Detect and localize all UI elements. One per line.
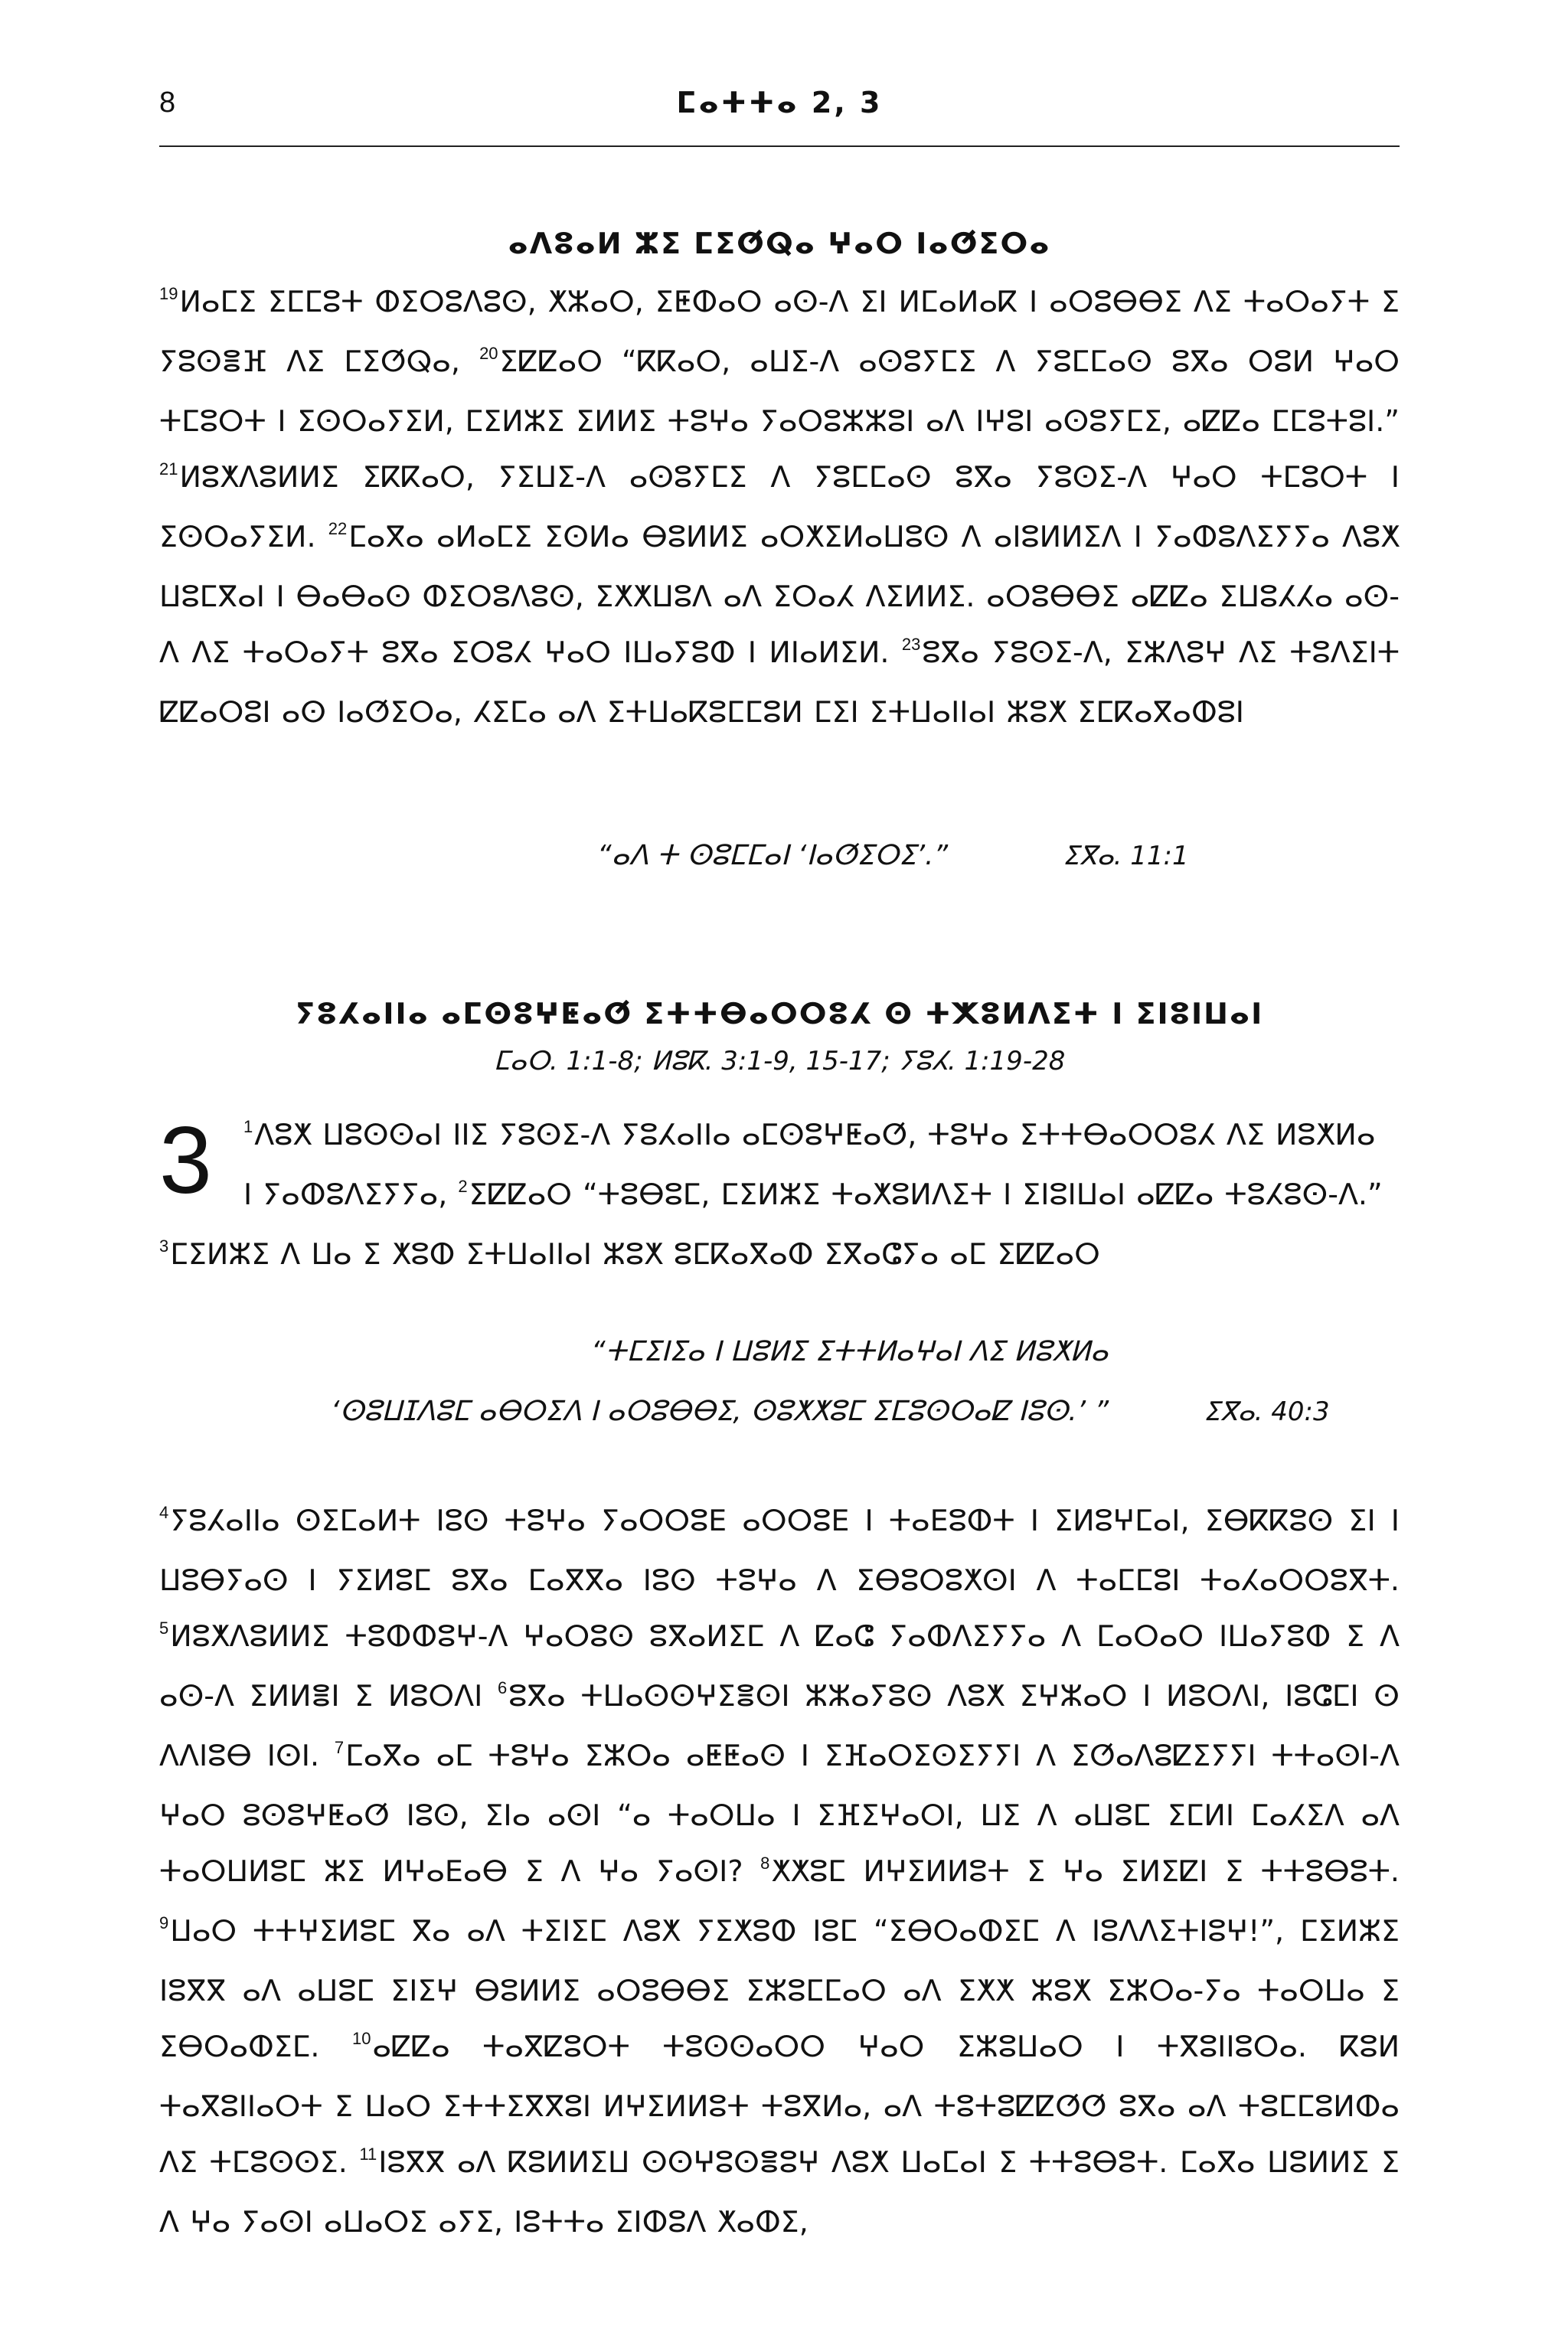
- verse-text: ⵢⵓⵃⴰⵏⵏⴰ ⵙⵉⵎⴰⵍⵜ ⵏⵓⵙ ⵜⵓⵖⴰ ⵢⴰⵔⵔⵓⴹ ⴰⵔⵔⵓⴹ ⵏ ⵜⴰⴹⵓⵀⵜ ⵏ ⵉⵍⵓⵖⵎⴰⵏ, ⵉⴱⴽⴽⵓⵙ ⵉⵏ ⵏ ⵡⵓⴱⵢⴰⵙ ⵏ ⵢⵉⵍⵓⵎ ⵓⴳⴰ ⵎⴰⴳⴳⴰ ⵏⵓⵙ ⵜⵓⵖⴰ ⴷ ⵉⴱⵓⵔⵓⵅⵙⵏ ⴷ ⵜⴰⵎⵎⵓⵏ ⵜⴰⵃⴰⵔⵔⵓⴳⵜ.: [159, 1504, 1400, 1597]
- verse-text: ⵍⵓⵅⴷⵓⵍⵍⵉ ⵜⵓⵀⵀⵓⵖ-ⴷ ⵖⴰⵔⵓⵙ ⵓⴳⴰⵍⵉⵎ ⴷ ⵇⴰⵛ ⵢⴰⵀⴷⵉⵢⵢⴰ ⴷ ⵎⴰⵔⴰⵔ ⵏⵡⴰⵢⵓⵀ ⵉ ⴷ ⴰⵙ-ⴷ ⵉⵍⵍⴻⵏ ⵉ ⵍⵓⵔⴷⵏ: [159, 1619, 1400, 1713]
- running-head: [159, 80, 1400, 126]
- chapter-paragraph: [159, 1107, 1400, 1286]
- verse-text: ⵉⵇⵇⴰⵔ “ⵜⵓⴱⵓⵎ, ⵎⵉⵍⵣⵉ ⵜⴰⵅⵓⵍⴷⵉⵜ ⵏ ⵉⵏⵓⵏⵡⴰⵏ ⴰⵇⵇⴰ ⵜⵓⵃⵓⵙ-ⴷ.”: [469, 1178, 1383, 1211]
- verse-number: 8: [760, 1854, 770, 1873]
- verse-text: ⵓⴳⴰ ⵜⵡⴰⵙⵙⵖⵉⴻⵙⵏ ⵣⵣⴰⵢⵓⵙ ⴷⵓⵅ ⵉⵖⵣⴰⵔ ⵏ ⵍⵓⵔⴷⵏ, ⵏⵓⵛⵎⵏ ⵙ ⴷⴷⵏⵓⴱ ⵏⵙⵏ.: [159, 1679, 1400, 1772]
- quotation-line-1: “ⵜⵎⵉⵏⵉⴰ ⵏ ⵡⵓⵍⵉ ⵉⵜⵜⵍⴰⵖⴰⵏ ⴷⵉ ⵍⵓⵅⵍⴰ: [591, 1336, 1109, 1367]
- verse-text: ⵏ ⵢⴰⵀⵓⴷⵉⵢⵢⴰ,: [243, 1178, 459, 1211]
- section-preaching: [159, 1493, 1400, 2250]
- verse-text: ⵍⴰⵎⵉ ⵉⵎⵎⵓⵜ ⵀⵉⵔⵓⴷⵓⵙ, ⵅⵣⴰⵔ, ⵉⵟⵀⴰⵔ ⴰⵙ-ⴷ ⵉⵏ ⵍⵎⴰⵍⴰⴽ ⵏ ⴰⵔⵓⴱⴱⵉ ⴷⵉ ⵜⴰⵔⴰⵢⵜ ⵉ ⵢⵓⵙⴻⴼ ⴷⵉ ⵎⵉⵚⵕⴰ,: [159, 285, 1400, 378]
- quotation-line-2: ‘ⵙⵓⵡⵊⴷⵓⵎ ⴰⴱⵔⵉⴷ ⵏ ⴰⵔⵓⴱⴱⵉ, ⵙⵓⵅⵅⵓⵎ ⵉⵎⵓⵙⵔⴰⵇ ⵏⵓⵙ.’ ”: [331, 1396, 1109, 1427]
- verse-number: 7: [334, 1738, 345, 1757]
- verse-text: ⵓⴳⴰ ⵢⵓⵙⵉ-ⴷ, ⵉⵣⴷⵓⵖ ⴷⵉ ⵜⵓⴷⵉⵏⵜ ⵇⵇⴰⵔⵓⵏ ⴰⵙ ⵏⴰⵚⵉⵔⴰ, ⵃⵉⵎⴰ ⴰⴷ ⵉⵜⵡⴰⴽⵓⵎⵎⵓⵍ ⵎⵉⵏ ⵉⵜⵡⴰⵏⵏⴰⵏ ⵣⵓⵅ ⵉⵎⴽⴰⴳⴰⵀⵓⵏ: [159, 635, 1400, 729]
- section-paragraph: [159, 1493, 1400, 2250]
- verse-text: ⴷⵓⵅ ⵡⵓⵙⵙⴰⵏ ⵏⵏⵉ ⵢⵓⵙⵉ-ⴷ ⵢⵓⵃⴰⵏⵏⴰ ⴰⵎⵙⵓⵖⵟⴰⵚ, ⵜⵓⵖⴰ ⵉⵜⵜⴱⴰⵔⵔⵓⵃ ⴷⵉ ⵍⵓⵅⵍⴰ: [254, 1118, 1376, 1152]
- verse-number: 10: [351, 2029, 371, 2048]
- header-rule: [159, 145, 1400, 147]
- verse-number: 19: [159, 284, 178, 303]
- verse-number: 22: [328, 519, 348, 538]
- verse-number: 1: [243, 1117, 253, 1136]
- verse-text: ⵏⵓⴳⴳ ⴰⴷ ⴽⵓⵍⵍⵉⵡ ⵙⵙⵖⵓⵙⴻⵓⵖ ⴷⵓⵅ ⵡⴰⵎⴰⵏ ⵉ ⵜⵜⵓⴱⵓⵜ. ⵎⴰⴳⴰ ⵡⵓⵍⵍⵉ ⵉ ⴷ ⵖⴰ ⵢⴰⵙⵏ ⴰⵡⴰⵔⵉ ⴰⵢⵉ, ⵏⵓⵜⵜⴰ ⵉⵏⵀⵓⴷ ⵅⴰⵀⵉ,: [159, 2145, 1400, 2239]
- verse-number: 6: [497, 1678, 508, 1697]
- verse-text: ⵎⴰⴳⴰ ⴰⵎ ⵜⵓⵖⴰ ⵉⵣⵔⴰ ⴰⵟⵟⴰⵙ ⵏ ⵉⴼⴰⵔⵉⵙⵉⵢⵢⵏ ⴷ ⵉⵚⴰⴷⵓⵇⵉⵢⵢⵏ ⵜⵜⴰⵙⵏ-ⴷ ⵖⴰⵔ ⵓⵙⵓⵖⵟⴰⵚ ⵏⵓⵙ, ⵉⵏⴰ ⴰⵙⵏ “ⴰ ⵜⴰⵔⵡⴰ ⵏ ⵉⴼⵉⵖⴰⵔⵏ, ⵡⵉ ⴷ ⴰⵡⵓⵎ ⵉⵎⵍⵏ ⵎⴰⵃⵉⴷ ⴰⴷ ⵜⴰⵔⵡⵍⵓⵎ ⵣⵉ ⵍⵖⴰⴹⴰⴱ ⵉ ⴷ ⵖⴰ ⵢⴰⵙⵏ?: [159, 1739, 1400, 1888]
- verse-text: ⵅⵅⵓⵎ ⵍⵖⵉⵍⵍⵓⵜ ⵉ ⵖⴰ ⵉⵍⵉⵇⵏ ⵉ ⵜⵜⵓⴱⵓⵜ.: [771, 1854, 1400, 1888]
- chapter-number: 3: [159, 1108, 212, 1214]
- header-title: ⵎⴰⵜⵜⴰ 2, 3: [676, 86, 883, 119]
- verse-text: ⵎⴰⴳⴰ ⴰⵍⴰⵎⵉ ⵉⵙⵍⴰ ⴱⵓⵍⵍⵉ ⴰⵔⵅⵉⵍⴰⵡⵓⵙ ⴷ ⴰⵏⵓⵍⵍⵉⴷ ⵏ ⵢⴰⵀⵓⴷⵉⵢⵢⴰ ⴷⵓⵅ ⵡⵓⵎⴳⴰⵏ ⵏ ⴱⴰⴱⴰⵙ ⵀⵉⵔⵓⴷⵓⵙ, ⵉⵅⵅⵡⵓⴷ ⴰⴷ ⵉⵔⴰⵃ ⴷⵉⵍⵍⵉ. ⴰⵔⵓⴱⴱⵉ ⴰⵇⵇⴰ ⵉⵡⵓⵃⵃⴰ ⴰⵙ-ⴷ ⴷⵉ ⵜⴰⵔⴰⵢⵜ ⵓⴳⴰ ⵉⵔⵓⵃ ⵖⴰⵔ ⵏⵡⴰⵢⵓⵀ ⵏ ⵍⵏⴰⵍⵉⵍ.: [159, 520, 1400, 669]
- verse-number: 5: [159, 1619, 169, 1638]
- verse-text: ⵎⵉⵍⵣⵉ ⴷ ⵡⴰ ⵉ ⵅⵓⵀ ⵉⵜⵡⴰⵏⵏⴰⵏ ⵣⵓⵅ ⵓⵎⴽⴰⴳⴰⵀ ⵉⴳⴰⵛⵢⴰ ⴰⵎ ⵉⵇⵇⴰⵔ: [170, 1237, 1100, 1271]
- verse-number: 11: [359, 2145, 377, 2164]
- verse-text: ⴰⵇⵇⴰ ⵜⴰⴳⵇⵓⵔⵜ ⵜⵓⵙⵙⴰⵔⵔ ⵖⴰⵔ ⵉⵣⵓⵡⴰⵔ ⵏ ⵜⴳⵓⵏⵏⵓⵔⴰ. ⴽⵓⵍ ⵜⴰⴳⵓⵏⵏⴰⵔⵜ ⵉ ⵡⴰⵔ ⵉⵜⵜⵉⴳⴳⵓⵏ ⵍⵖⵉⵍⵍⵓⵜ ⵜⵓⴳⵍⴰ, ⴰⴷ ⵜⵓⵜⵓⵇⵇⵚⵚ ⵓⴳⴰ ⴰⴷ ⵜⵓⵎⵎⵓⵍⵀⴰ ⴷⵉ ⵜⵎⵓⵙⵙⵉ.: [159, 2030, 1400, 2179]
- verse-number: 20: [479, 344, 498, 363]
- section-paragraph: [159, 274, 1400, 740]
- verse-text: ⵉⵇⵇⴰⵔ “ⴽⴽⴰⵔ, ⴰⵡⵉ-ⴷ ⴰⵙⵓⵢⵎⵉ ⴷ ⵢⵓⵎⵎⴰⵙ ⵓⴳⴰ ⵔⵓⵍ ⵖⴰⵔ ⵜⵎⵓⵔⵜ ⵏ ⵉⵙⵔⴰⵢⵉⵍ, ⵎⵉⵍⵣⵉ ⵉⵍⵍⵉ ⵜⵓⵖⴰ ⵢⴰⵔⵓⵣⵣⵓⵏ ⴰⴷ ⵏⵖⵓⵏ ⴰⵙⵓⵢⵎⵉ, ⴰⵇⵇⴰ ⵎⵎⵓⵜⵓⵏ.”: [159, 345, 1400, 438]
- section-heading: ⴰⴷⵓⴰⵍ ⵣⵉ ⵎⵉⵚⵕⴰ ⵖⴰⵔ ⵏⴰⵚⵉⵔⴰ: [508, 227, 1051, 260]
- section-flight-to-egypt: [159, 222, 1400, 740]
- quotation-reference: ⵉⴳⴰ. 11:1: [1063, 841, 1189, 871]
- verse-text: ⵡⴰⵔ ⵜⵜⵖⵉⵍⵓⵎ ⴳⴰ ⴰⴷ ⵜⵉⵏⵉⵎ ⴷⵓⵅ ⵢⵉⵅⵓⵀ ⵏⵓⵎ “ⵉⴱⵔⴰⵀⵉⵎ ⴷ ⵏⵓⴷⴷⵉⵜⵏⵓⵖ!”, ⵎⵉⵍⵣⵉ ⵏⵓⴳⴳ ⴰⴷ ⴰⵡⵓⵎ ⵉⵏⵉⵖ ⴱⵓⵍⵍⵉ ⴰⵔⵓⴱⴱⵉ ⵉⵣⵓⵎⵎⴰⵔ ⴰⴷ ⵉⵅⵅ ⵣⵓⵅ ⵉⵣⵔⴰ-ⵢⴰ ⵜⴰⵔⵡⴰ ⵉ ⵉⴱⵔⴰⵀⵉⵎ.: [159, 1914, 1400, 2063]
- page-number: 8: [159, 87, 176, 119]
- verse-number: 21: [159, 459, 178, 479]
- verse-text: ⵍⵓⵅⴷⵓⵍⵍⵉ ⵉⴽⴽⴰⵔ, ⵢⵉⵡⵉ-ⴷ ⴰⵙⵓⵢⵎⵉ ⴷ ⵢⵓⵎⵎⴰⵙ ⵓⴳⴰ ⵢⵓⵙⵉ-ⴷ ⵖⴰⵔ ⵜⵎⵓⵔⵜ ⵏ ⵉⵙⵔⴰⵢⵉⵍ.: [159, 460, 1400, 554]
- verse-number: 9: [159, 1913, 169, 1932]
- verse-number: 3: [159, 1236, 169, 1256]
- quotation-reference: ⵉⴳⴰ. 40:3: [1204, 1396, 1330, 1427]
- quotation: “ⴰⴷ ⵜ ⵙⵓⵎⵎⴰⵏ ‘ⵏⴰⵚⵉⵔⵉ’.”: [597, 840, 949, 871]
- section-john-the-baptist: [159, 992, 1400, 1081]
- parallel-references: ⵎⴰⵔ. 1:1-8; ⵍⵓⴽ. 3:1-9, 15-17; ⵢⵓⵃ. 1:19-28: [493, 1046, 1066, 1076]
- verse-number: 4: [159, 1503, 169, 1522]
- verse-number: 2: [458, 1177, 468, 1196]
- section-heading: ⵢⵓⵃⴰⵏⵏⴰ ⴰⵎⵙⵓⵖⵟⴰⵚ ⵉⵜⵜⴱⴰⵔⵔⵓⵃ ⵙ ⵜⵅⵓⵍⴷⵉⵜ ⵏ ⵉⵏⵓⵏⵡⴰⵏ: [295, 997, 1264, 1031]
- verse-number: 23: [901, 635, 921, 654]
- chapter-block: [159, 1107, 1400, 1286]
